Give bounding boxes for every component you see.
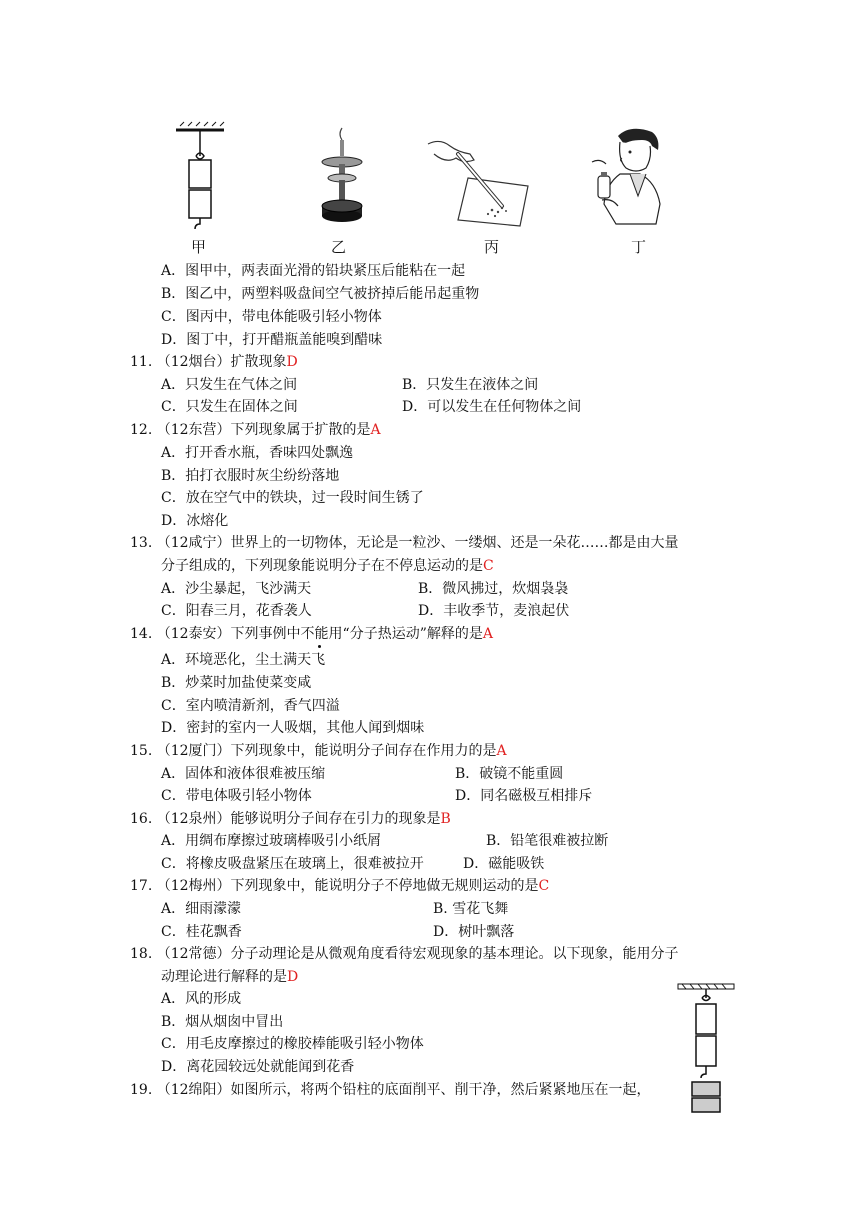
figure-yi [314,128,370,228]
emphasis-char: 能 [314,626,329,642]
question-13-stem-cont: 分子组成的，下列现象能说明分子在不停息运动的是C [161,558,494,574]
question-14-stem: 14. （12泰安）下列事例中不能用“分子热运动”解释的是A [130,626,493,642]
q15-option-d: D．同名磁极互相排斥 [455,788,593,804]
question-11-stem: 11. （12烟台）扩散现象D [130,354,298,370]
q11-option-b: B．只发生在液体之间 [402,377,539,393]
question-18-stem: 18. （12常德）分子动理论是从微观角度看待宏观现象的基本理论。以下现象，能用分子 [130,946,679,962]
figure-lead-cylinders [676,984,736,1120]
q16-option-d: D．磁能吸铁 [463,856,545,872]
q17-option-c: C．桂花飘香 [161,924,242,940]
question-17-stem: 17. （12梅州）下列现象中，能说明分子不停地做无规则运动的是C [130,878,550,894]
q16-option-a: A．用绸布摩擦过玻璃棒吸引小纸屑 [161,833,382,849]
question-13-stem: 13. （12咸宁）世界上的一切物体，无论是一粒沙、一缕烟、还是一朵花……都是由大量 [130,535,679,551]
q11-option-c: C．只发生在固体之间 [161,399,298,415]
q10-option-d: D．图丁中，打开醋瓶盖能嗅到醋味 [161,332,383,348]
q14-option-b: B．炒菜时加盐使菜变咸 [161,675,312,691]
q12-option-d: D．冰熔化 [161,513,229,529]
q14-option-d: D．密封的室内一人吸烟，其他人闻到烟味 [161,720,425,736]
answer: A [482,626,493,642]
answer: D [287,969,299,985]
figure-label-jia: 甲 [191,238,207,256]
figure-jia [170,126,230,236]
emphasis-dot [318,645,321,648]
q18-option-d: D．离花园较远处就能闻到花香 [161,1059,355,1075]
q18-option-b: B．烟从烟囱中冒出 [161,1014,284,1030]
q17-option-a: A．细雨濛濛 [161,901,242,917]
figure-label-ding: 丁 [631,238,647,256]
q10-option-c: C．图丙中，带电体能吸引轻小物体 [161,309,382,325]
q10-option-a: A．图甲中，两表面光滑的铅块紧压后能粘在一起 [161,263,466,279]
q10-option-b: B．图乙中，两塑料吸盘间空气被挤掉后能吊起重物 [161,286,480,302]
q15-option-c: C．带电体吸引轻小物体 [161,788,312,804]
figure-label-yi: 乙 [331,238,347,256]
figure-bing [428,136,533,228]
question-16-stem: 16. （12泉州）能够说明分子间存在引力的现象是B [130,811,451,827]
q12-option-c: C．放在空气中的铁块，过一段时间生锈了 [161,490,424,506]
q18-option-c: C．用毛皮摩擦过的橡胶棒能吸引轻小物体 [161,1036,424,1052]
answer: A [370,422,381,438]
q11-option-a: A．只发生在气体之间 [161,377,298,393]
q16-option-c: C．将橡皮吸盘紧压在玻璃上，很难被拉开 [161,856,424,872]
question-12-stem: 12. （12东营）下列现象属于扩散的是A [130,422,381,438]
answer: B [440,811,451,827]
q14-option-a: A．环境恶化，尘土满天飞 [161,652,326,668]
q15-option-a: A．固体和液体很难被压缩 [161,766,326,782]
q12-option-a: A．打开香水瓶，香味四处飘逸 [161,445,354,461]
q11-option-d: D．可以发生在任何物体之间 [402,399,582,415]
answer: A [496,743,507,759]
q15-option-b: B．破镜不能重圆 [455,766,564,782]
q13-option-a: A．沙尘暴起，飞沙满天 [161,581,312,597]
q14-option-c: C．室内喷清新剂，香气四溢 [161,698,340,714]
q12-option-b: B．拍打衣服时灰尘纷纷落地 [161,468,340,484]
q18-option-a: A．风的形成 [161,991,242,1007]
figure-ding [590,128,670,228]
question-18-stem-cont: 动理论进行解释的是D [161,969,299,985]
q13-option-b: B．微风拂过，炊烟袅袅 [418,581,569,597]
q13-option-c: C．阳春三月，花香袭人 [161,603,312,619]
figure-label-bing: 丙 [484,238,500,256]
q17-option-b: B. 雪花飞舞 [433,901,509,917]
answer: C [538,878,550,894]
answer: C [483,558,494,574]
q13-option-d: D．丰收季节，麦浪起伏 [418,603,570,619]
question-15-stem: 15. （12厦门）下列现象中，能说明分子间存在作用力的是A [130,743,507,759]
answer: D [286,354,298,370]
question-19-stem: 19. （12绵阳）如图所示，将两个铅柱的底面削平、削干净，然后紧紧地压在一起， [130,1082,651,1098]
q17-option-d: D．树叶飘落 [433,924,515,940]
q16-option-b: B．铅笔很难被拉断 [486,833,609,849]
